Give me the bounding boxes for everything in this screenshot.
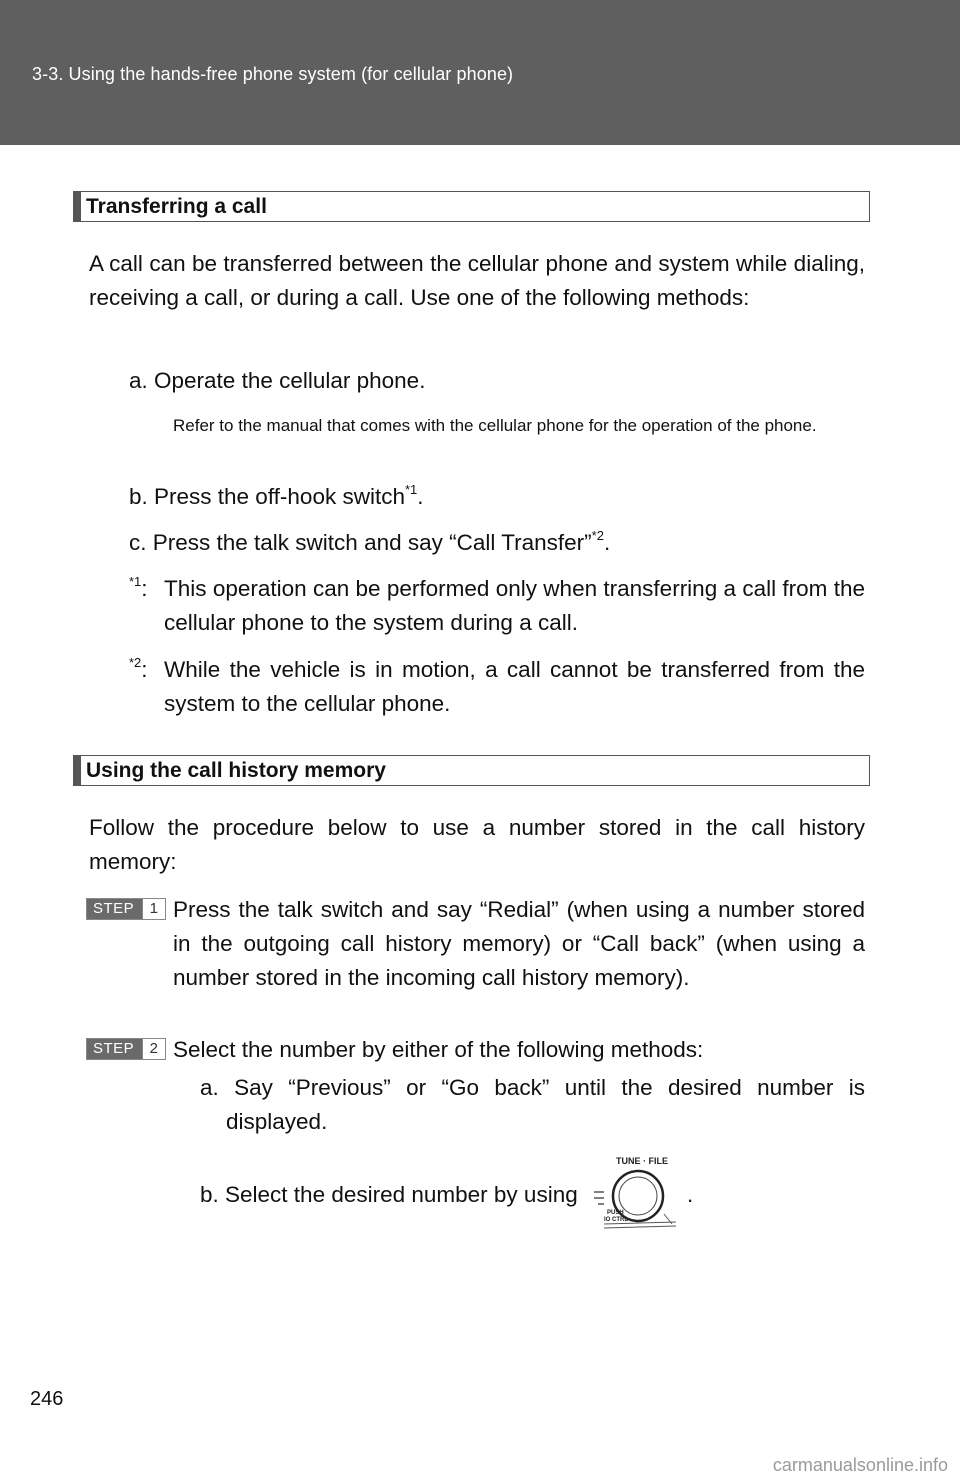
heading-bar — [74, 192, 81, 221]
heading-bar — [74, 756, 81, 785]
heading-text: Transferring a call — [86, 195, 267, 218]
section-heading-call-history — [73, 755, 870, 786]
step-1-text: Press the talk switch and say “Redial” (when using a number stored in the outgoing call history memory) or “Call back” (when using a number stored in the incoming call history memory). — [173, 897, 865, 990]
footnote-2-text: While the vehicle is in motion, a call cannot be transferred from the system to the cellular phone. — [164, 657, 865, 716]
page-number: 246 — [30, 1388, 64, 1410]
sub-option-a — [200, 1071, 865, 1141]
footnote-2 — [129, 653, 865, 723]
transfer-intro: A call can be transferred between the cellular phone and system while dialing, receiving a call, or during a call. Use one of the following methods: — [89, 251, 865, 310]
step-2-text: Select the number by either of the following methods: — [173, 1037, 704, 1062]
call-history-intro: Follow the procedure below to use a number stored in the call history memory: — [89, 815, 865, 874]
step-1-badge: STEP 1 — [86, 898, 166, 920]
svg-text:IO CTRL: IO CTRL — [604, 1217, 628, 1223]
footnote-1-mark: $^{*1}$: — [129, 574, 148, 601]
item-b-ref: *1 — [404, 482, 418, 497]
svg-text:TUNE · FILE: TUNE · FILE — [616, 1156, 668, 1166]
item-a-note: Refer to the manual that comes with the cellular phone for the operation of the phone. — [173, 416, 817, 435]
item-c-text: c. Press the talk switch and say “Call Transfer” — [129, 530, 592, 555]
step-2-badge: STEP 2 — [86, 1038, 166, 1060]
sub-option-b-end: . — [687, 1182, 694, 1207]
watermark: carmanualsonline.info — [772, 1455, 948, 1475]
item-b-text: b. Press the off-hook switch — [129, 484, 405, 509]
page-header — [0, 0, 960, 145]
sub-option-b: b. Select the desired number by using — [200, 1182, 578, 1207]
section-heading-transferring — [73, 191, 870, 222]
item-b: b. Press the off-hook switch$^{*1}$. — [129, 482, 424, 509]
step-2-number: 2 — [142, 1039, 165, 1059]
footnote-1-text: This operation can be performed only when transferring a call from the cellular phone to the system during a call. — [164, 576, 865, 635]
header-title: 3-3. Using the hands-free phone system (for cellular phone) — [32, 64, 514, 84]
svg-text:PUSH: PUSH — [607, 1210, 624, 1216]
item-c-ref: *2 — [591, 528, 604, 543]
footnote-2-mark: $^{*2}$: — [129, 655, 148, 682]
item-c: c. Press the talk switch and say “Call Transfer”$^{*2}$. — [129, 528, 611, 555]
sub-option-a-text: a. Say “Previous” or “Go back” until the desired number is displayed. — [200, 1075, 865, 1134]
tune-file-knob-icon — [590, 1152, 682, 1230]
step-1-number: 1 — [142, 899, 165, 919]
heading-text: Using the call history memory — [86, 759, 386, 782]
footnote-1 — [129, 572, 865, 642]
item-a: a. Operate the cellular phone. — [129, 368, 426, 393]
